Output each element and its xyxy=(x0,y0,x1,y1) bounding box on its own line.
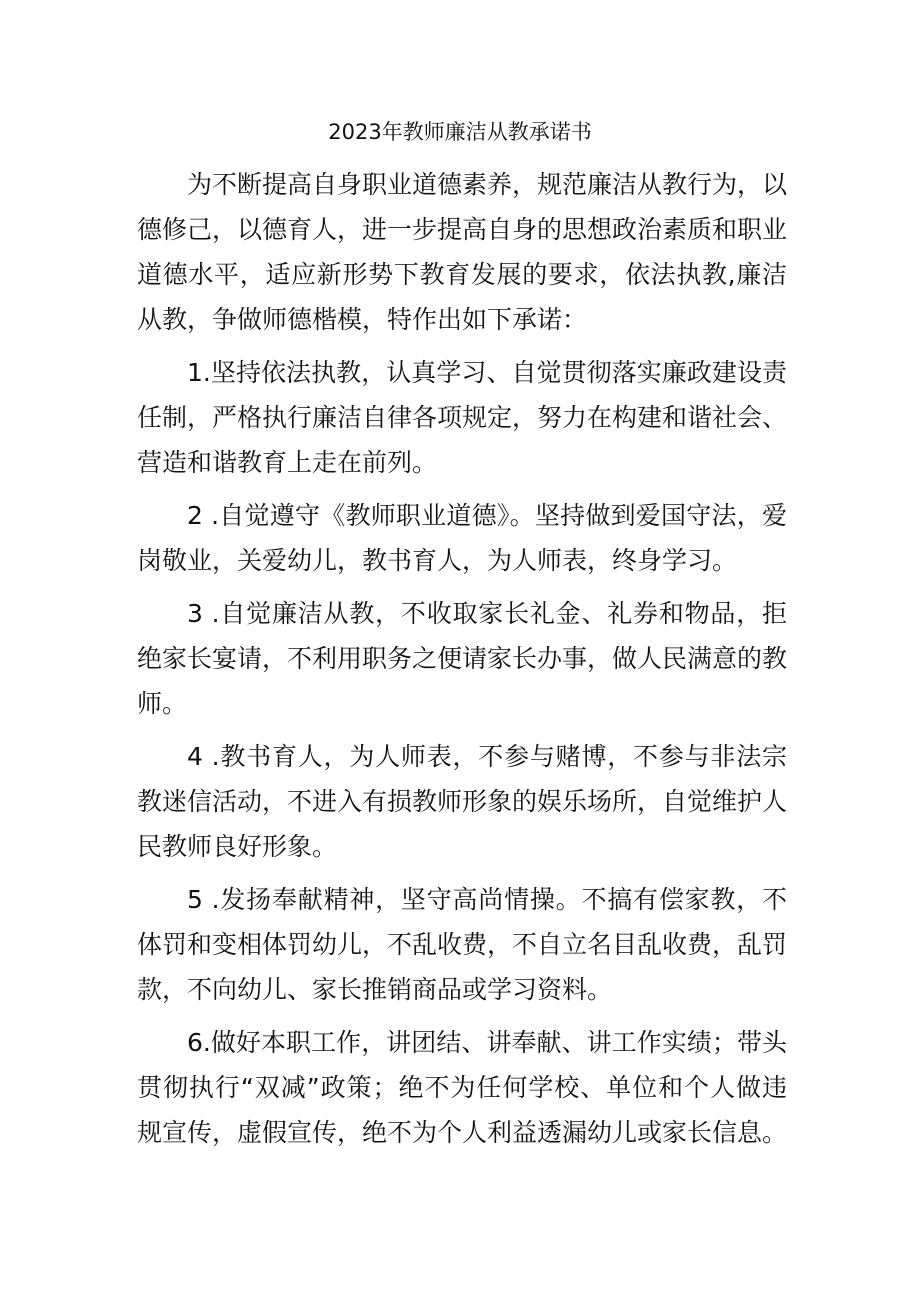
pledge-item-5: 5 .发扬奉献精神，坚守高尚情操。不搞有偿家教，不体罚和变相体罚幼儿，不乱收费，不自立名目乱收费，乱罚款，不向幼儿、家长推销商品或学习资料。 xyxy=(137,885,788,1004)
document-body xyxy=(137,162,787,1163)
pledge-item-2: 2 .自觉遵守《教师职业道德》。坚持做到爱国守法，爱岗敬业，关爱幼儿，教书育人，为人师表，终身学习。 xyxy=(137,501,787,575)
pledge-item-3: 3 .自觉廉洁从教，不收取家长礼金、礼券和物品，拒绝家长宴请，不利用职务之便请家长办事，做人民满意的教师。 xyxy=(137,599,788,718)
intro-paragraph: 为不断提高自身职业道德素养，规范廉洁从教行为，以德修己，以德育人，进一步提高自身的思想政治素质和职业道德水平，适应新形势下教育发展的要求，依法执教,廉洁从教，争做师德楷模，特作出如下承诺： xyxy=(137,170,788,334)
pledge-item-1: 1.坚持依法执教，认真学习、自觉贯彻落实廉政建设责任制，严格执行廉洁自律各项规定，努力在构建和谐社会、营造和谐教育上走在前列。 xyxy=(137,358,788,477)
pledge-item-4: 4 .教书育人，为人师表，不参与赌博，不参与非法宗教迷信活动，不进入有损教师形象的娱乐场所，自觉维护人民教师良好形象。 xyxy=(137,742,788,861)
document-title: 2023年教师廉洁从教承诺书 xyxy=(328,120,592,144)
pledge-item-6: 6.做好本职工作，讲团结、讲奉献、讲工作实绩；带头贯彻执行“双减”政策；绝不为任何学校、单位和个人做违规宣传，虚假宣传，绝不为个人利益透漏幼儿或家长信息。 xyxy=(137,1028,788,1147)
